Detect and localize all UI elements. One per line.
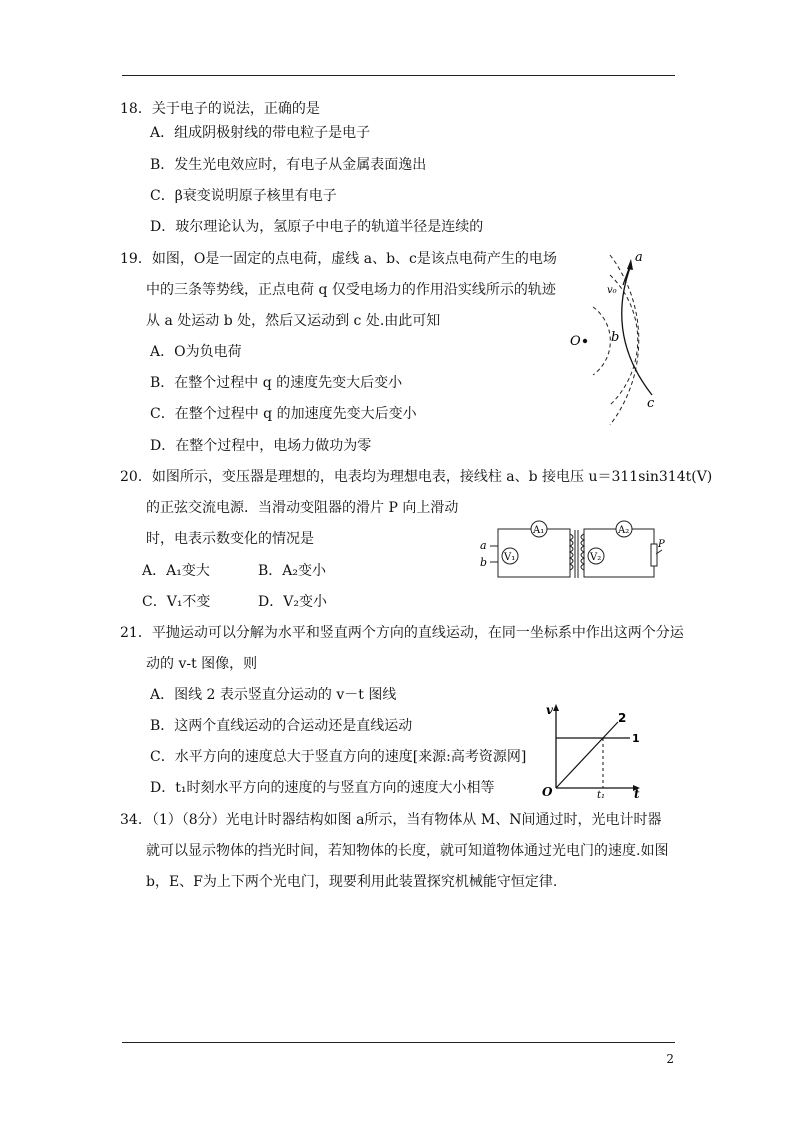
q18-stem: 18．关于电子的说法，正确的是	[120, 101, 320, 117]
q19-label-c: c	[647, 396, 655, 411]
q34-line-2: 就可以显示物体的挡光时间，若知物体的长度，就可知道物体通过光电门的速度.如图	[146, 843, 669, 859]
q21-option-a: A．图线 2 表示竖直分运动的 v－t 图线	[150, 687, 397, 703]
q19-label-a: a	[635, 250, 643, 265]
q20-meter-A1: A₁	[533, 525, 545, 536]
q19-option-c: C．在整个过程中 q 的加速度先变大后变小	[150, 406, 417, 422]
q20-label-P: P	[658, 539, 665, 550]
footer-rule	[122, 1042, 675, 1043]
q21-option-d: D．t₁时刻水平方向的速度的与竖直方向的速度大小相等	[150, 780, 495, 796]
q21-line-2-label: 2	[618, 711, 627, 725]
q20-label-a: a	[480, 539, 487, 552]
q19-option-d: D．在整个过程中，电场力做功为零	[150, 438, 372, 454]
q21-line-1-label: 1	[632, 732, 640, 745]
q21-option-b: B．这两个直线运动的合运动还是直线运动	[150, 718, 413, 734]
q20-option-c: C．V₁不变	[142, 594, 211, 610]
q20-stem-2: 的正弦交流电源．当滑动变阻器的滑片 P 向上滑动	[146, 500, 459, 516]
header-rule	[122, 75, 675, 76]
q18-option-c: C．β衰变说明原子核里有电子	[150, 188, 337, 204]
q21-axis-t: t	[634, 787, 640, 798]
q21-origin: O	[542, 785, 553, 798]
q18-option-d: D．玻尔理论认为，氢原子中电子的轨道半径是连续的	[150, 219, 484, 235]
q20-option-d: D．V₂变小	[258, 594, 327, 610]
page-number: 2	[666, 1052, 674, 1066]
q34-line-1: 34．（1）（8分）光电计时器结构如图 a所示，当有物体从 M、N间通过时，光电计时器	[120, 812, 662, 828]
q19-stem-2: 中的三条等势线，正点电荷 q 仅受电场力的作用沿实线所示的轨迹	[146, 282, 556, 298]
q21-label-t1: t₁	[597, 790, 606, 798]
q18-option-b: B．发生光电效应时，有电子从金属表面逸出	[150, 157, 427, 173]
q21-option-c: C．水平方向的速度总大于竖直方向的速度[来源:高考资源网]	[150, 749, 527, 765]
q19-stem-3: 从 a 处运动 b 处，然后又运动到 c 处.由此可知	[146, 313, 441, 329]
q19-option-a: A．O为负电荷	[150, 344, 242, 360]
q20-meter-V2: V₂	[590, 552, 602, 563]
q20-stem-3: 时，电表示数变化的情况是	[146, 531, 314, 547]
q19-option-b: B．在整个过程中 q 的速度先变大后变小	[150, 375, 403, 391]
q19-label-O: O	[570, 334, 581, 349]
q20-option-b: B．A₂变小	[258, 563, 327, 579]
q19-field-figure	[555, 245, 680, 430]
q18-option-a: A．组成阴极射线的带电粒子是电子	[150, 125, 371, 141]
q20-meter-V1: V₁	[504, 552, 516, 563]
q20-label-b: b	[480, 556, 488, 569]
q19-label-b: b	[611, 330, 620, 345]
q19-label-v0: v₀	[607, 285, 617, 296]
q20-meter-A2: A₂	[618, 525, 630, 536]
q21-stem-2: 动的 v-t 图像，则	[146, 656, 258, 672]
q20-stem-1: 20．如图所示，变压器是理想的，电表均为理想电表，接线柱 a、b 接电压 u＝311sin314t(V)	[120, 469, 713, 485]
q21-stem-1: 21．平抛运动可以分解为水平和竖直两个方向的直线运动，在同一坐标系中作出这两个分运	[120, 625, 684, 641]
q20-transformer-figure	[476, 516, 666, 584]
q19-stem-1: 19．如图，O是一固定的点电荷，虚线 a、b、c是该点电荷产生的电场	[120, 251, 557, 267]
q21-axis-v: v	[546, 703, 553, 717]
q20-option-a: A．A₁变大	[142, 563, 210, 579]
q21-vt-graph	[538, 702, 648, 798]
q34-line-3: b，E、F为上下两个光电门，现要利用此装置探究机械能守恒定律.	[146, 874, 558, 890]
